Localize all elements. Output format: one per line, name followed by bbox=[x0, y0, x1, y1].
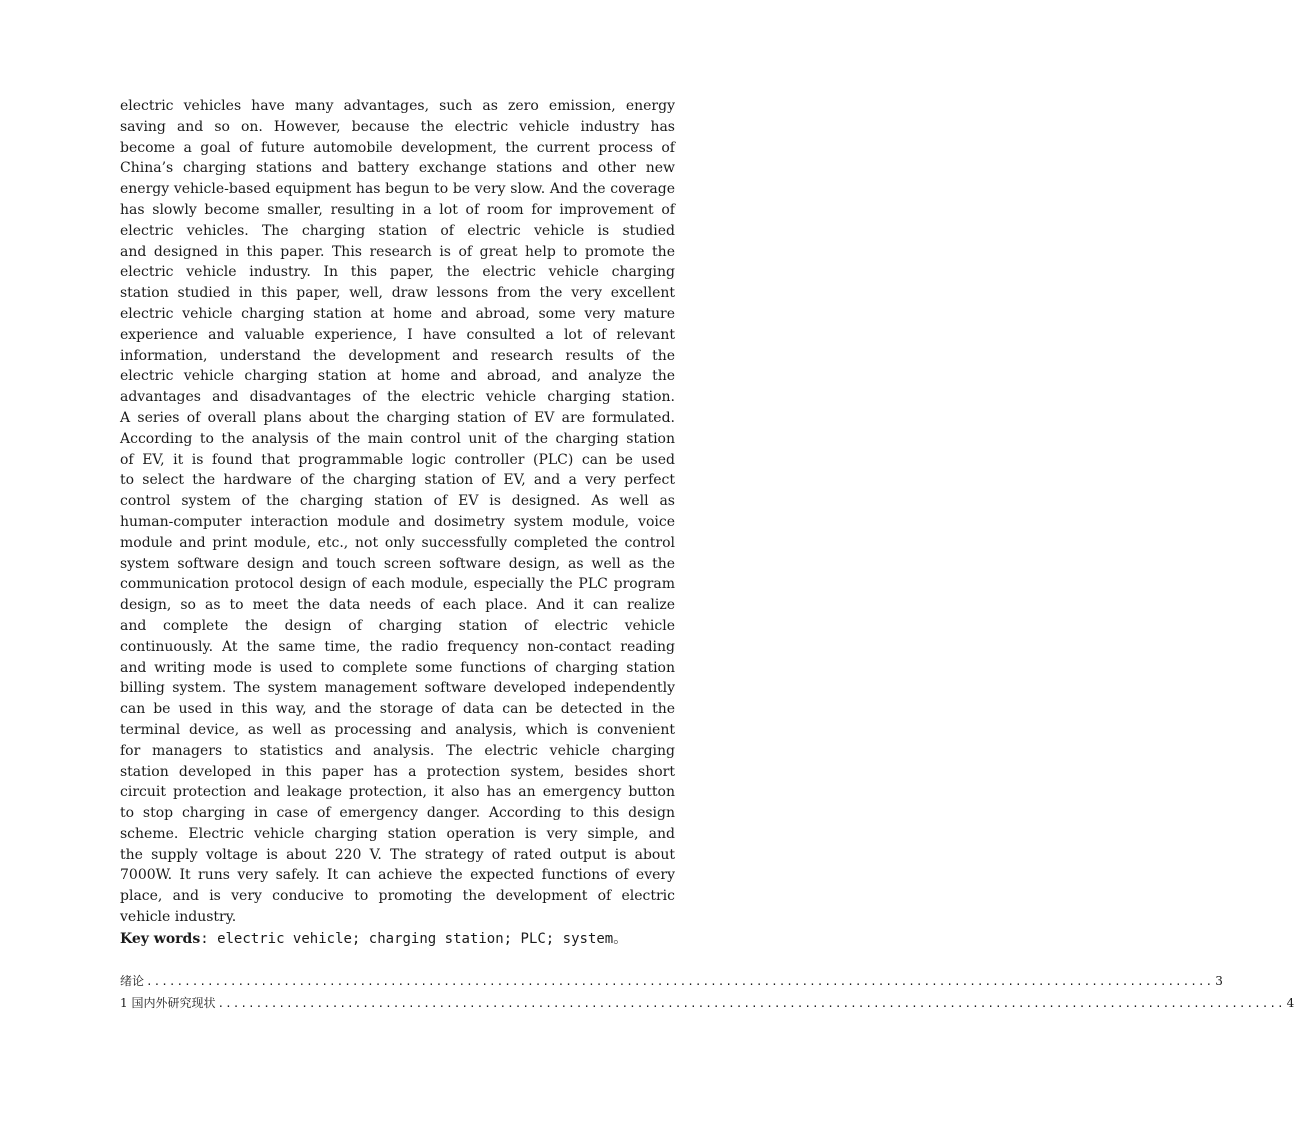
abstract-line: experience and valuable experience, I have consulted a lot of relevant bbox=[120, 326, 675, 343]
abstract-line: can be used in this way, and the storage of data can be detected in the bbox=[120, 701, 675, 718]
abstract-line: China’s charging stations and battery exchange stations and other new bbox=[120, 160, 675, 177]
abstract-line: electric vehicle charging station at home and abroad, and analyze the bbox=[120, 368, 675, 385]
abstract-line: and complete the design of charging station of electric vehicle bbox=[120, 617, 675, 634]
toc-page-number: 4 bbox=[1286, 996, 1294, 1010]
abstract-line: has slowly become smaller, resulting in a lot of room for improvement of bbox=[120, 201, 675, 218]
table-of-contents bbox=[120, 970, 1294, 1014]
abstract-line: A series of overall plans about the charging station of EV are formulated. bbox=[120, 409, 675, 426]
abstract-line: electric vehicles have many advantages, such as zero emission, energy bbox=[120, 98, 675, 114]
abstract-line: scheme. Electric vehicle charging station operation is very simple, and bbox=[120, 825, 675, 842]
abstract-line: and designed in this paper. This research is of great help to promote the bbox=[120, 243, 675, 260]
abstract-line: control system of the charging station of EV is designed. As well as bbox=[120, 493, 675, 510]
abstract-line: billing system. The system management software developed independently bbox=[120, 680, 675, 697]
abstract-line: communication protocol design of each module, especially the PLC program bbox=[120, 576, 675, 593]
abstract-line: electric vehicle charging station at home and abroad, some very mature bbox=[120, 305, 675, 322]
abstract-line: station studied in this paper, well, draw lessons from the very excellent bbox=[120, 285, 675, 302]
toc-entry-title: 绪论 bbox=[120, 974, 145, 988]
toc-page-number: 3 bbox=[1215, 974, 1223, 988]
abstract-line: circuit protection and leakage protection, it also has an emergency button bbox=[120, 784, 675, 801]
abstract-line: place, and is very conducive to promoting the development of electric bbox=[120, 888, 675, 905]
abstract-line: energy vehicle-based equipment has begun to be very slow. And the coverage bbox=[120, 181, 675, 198]
abstract-line: station developed in this paper has a protection system, besides short bbox=[120, 763, 675, 780]
abstract-line: saving and so on. However, because the electric vehicle industry has bbox=[120, 118, 675, 135]
toc-dot-leader: ............................................................................................................................................ bbox=[217, 997, 1285, 1010]
toc-entry-title: 1 国内外研究现状 bbox=[120, 996, 216, 1010]
keywords-text: : electric vehicle; charging station; PLC; system。 bbox=[200, 931, 628, 947]
abstract-line: the supply voltage is about 220 V. The strategy of rated output is about bbox=[120, 846, 675, 863]
abstract-line: According to the analysis of the main control unit of the charging station bbox=[120, 430, 675, 447]
keywords-label: Key words bbox=[120, 931, 201, 947]
abstract-line: electric vehicle industry. In this paper, the electric vehicle charging bbox=[120, 264, 675, 281]
keywords-line bbox=[120, 929, 627, 949]
abstract-line: module and print module, etc., not only successfully completed the control bbox=[120, 534, 675, 551]
toc-entry-research-status[interactable] bbox=[120, 992, 1294, 1014]
abstract-line: become a goal of future automobile development, the current process of bbox=[120, 139, 675, 156]
abstract-line: to select the hardware of the charging station of EV, and a very perfect bbox=[120, 472, 675, 489]
abstract-line: system software design and touch screen software design, as well as the bbox=[120, 555, 675, 572]
abstract-line: 7000W. It runs very safely. It can achieve the expected functions of every bbox=[120, 867, 675, 884]
abstract-line: and writing mode is used to complete some functions of charging station bbox=[120, 659, 675, 676]
abstract-body bbox=[120, 96, 675, 928]
abstract-line: to stop charging in case of emergency danger. According to this design bbox=[120, 805, 675, 822]
abstract-line: human-computer interaction module and dosimetry system module, voice bbox=[120, 513, 675, 530]
toc-dot-leader: ............................................................................................................................................ bbox=[146, 975, 1214, 988]
abstract-line: design, so as to meet the data needs of each place. And it can realize bbox=[120, 597, 675, 614]
abstract-line: advantages and disadvantages of the electric vehicle charging station. bbox=[120, 389, 675, 406]
abstract-line: for managers to statistics and analysis. The electric vehicle charging bbox=[120, 742, 675, 759]
toc-entry-intro[interactable] bbox=[120, 970, 1223, 992]
abstract-line: of EV, it is found that programmable logic controller (PLC) can be used bbox=[120, 451, 675, 468]
abstract-line: information, understand the development and research results of the bbox=[120, 347, 675, 364]
abstract-line: continuously. At the same time, the radio frequency non-contact reading bbox=[120, 638, 675, 655]
abstract-line: electric vehicles. The charging station of electric vehicle is studied bbox=[120, 222, 675, 239]
abstract-line: vehicle industry. bbox=[120, 909, 237, 926]
abstract-line: terminal device, as well as processing and analysis, which is convenient bbox=[120, 721, 675, 738]
